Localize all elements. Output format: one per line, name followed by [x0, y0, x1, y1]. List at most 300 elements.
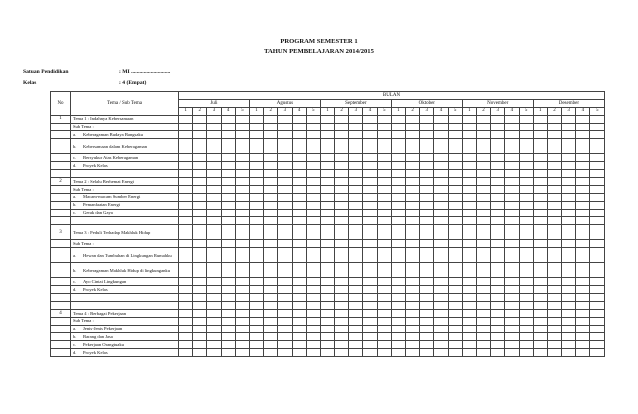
schedule-cell	[292, 201, 306, 209]
week-header: 4	[363, 107, 377, 115]
schedule-cell	[505, 317, 519, 325]
schedule-cell	[278, 123, 292, 131]
class-label: Kelas	[23, 80, 37, 86]
row-number	[51, 325, 71, 333]
item-text: Keberagaman Makhluk Hidup di lingkunganku	[83, 267, 171, 273]
schedule-cell	[576, 333, 590, 341]
schedule-cell	[391, 131, 405, 139]
week-header: 3	[420, 107, 434, 115]
schedule-cell	[462, 263, 476, 278]
table-row	[51, 201, 605, 209]
schedule-cell	[590, 115, 605, 123]
schedule-cell	[519, 193, 533, 201]
schedule-cell	[448, 170, 462, 178]
schedule-cell	[562, 240, 576, 248]
tema-cell	[71, 240, 179, 248]
schedule-cell	[377, 123, 391, 131]
schedule-cell	[562, 349, 576, 357]
schedule-cell	[207, 225, 221, 240]
schedule-cell	[562, 263, 576, 278]
schedule-cell	[179, 178, 193, 186]
schedule-cell	[576, 201, 590, 209]
schedule-cell	[221, 154, 235, 162]
schedule-cell	[349, 309, 363, 317]
schedule-cell	[391, 240, 405, 248]
schedule-cell	[505, 286, 519, 294]
schedule-cell	[249, 115, 263, 123]
item-letter: c.	[73, 342, 77, 348]
schedule-cell	[335, 240, 349, 248]
week-header: 3	[207, 107, 221, 115]
schedule-cell	[590, 185, 605, 193]
schedule-cell	[406, 193, 420, 201]
week-header: 3	[349, 107, 363, 115]
schedule-cell	[533, 317, 547, 325]
schedule-cell	[306, 349, 320, 357]
schedule-cell	[547, 248, 561, 263]
schedule-cell	[434, 170, 448, 178]
schedule-cell	[335, 333, 349, 341]
schedule-cell	[320, 170, 334, 178]
schedule-cell	[590, 301, 605, 309]
schedule-cell	[420, 178, 434, 186]
schedule-cell	[576, 162, 590, 170]
schedule-cell	[377, 325, 391, 333]
schedule-cell	[179, 193, 193, 201]
schedule-cell	[519, 115, 533, 123]
schedule-cell	[193, 333, 207, 341]
schedule-cell	[547, 349, 561, 357]
item-letter: c.	[73, 210, 77, 216]
schedule-cell	[491, 193, 505, 201]
schedule-cell	[462, 217, 476, 225]
schedule-cell	[505, 333, 519, 341]
schedule-cell	[292, 333, 306, 341]
schedule-cell	[420, 341, 434, 349]
schedule-cell	[306, 170, 320, 178]
item-text: Keberagaman Budaya Bangsaku	[83, 132, 143, 138]
schedule-cell	[462, 349, 476, 357]
month-header: Oktober	[391, 99, 462, 107]
schedule-cell	[193, 294, 207, 302]
schedule-cell	[235, 278, 249, 286]
schedule-cell	[264, 217, 278, 225]
schedule-cell	[278, 131, 292, 139]
schedule-cell	[476, 178, 490, 186]
month-header: Desember	[533, 99, 604, 107]
schedule-cell	[292, 301, 306, 309]
tema-cell	[71, 162, 179, 170]
schedule-cell	[406, 139, 420, 154]
week-header: 2	[476, 107, 490, 115]
week-header: 4	[505, 107, 519, 115]
schedule-cell	[491, 325, 505, 333]
schedule-cell	[491, 301, 505, 309]
schedule-cell	[406, 301, 420, 309]
schedule-cell	[335, 301, 349, 309]
schedule-cell	[434, 333, 448, 341]
schedule-cell	[519, 325, 533, 333]
schedule-cell	[377, 301, 391, 309]
schedule-cell	[221, 263, 235, 278]
schedule-cell	[335, 139, 349, 154]
schedule-cell	[264, 162, 278, 170]
schedule-cell	[533, 217, 547, 225]
schedule-cell	[476, 294, 490, 302]
week-header: 5	[519, 107, 533, 115]
item-letter: b.	[73, 143, 77, 149]
schedule-cell	[349, 154, 363, 162]
schedule-cell	[391, 209, 405, 217]
schedule-cell	[491, 131, 505, 139]
schedule-cell	[179, 201, 193, 209]
schedule-cell	[377, 333, 391, 341]
schedule-cell	[320, 154, 334, 162]
schedule-cell	[476, 154, 490, 162]
schedule-cell	[278, 209, 292, 217]
tema-cell	[71, 185, 179, 193]
schedule-cell	[420, 240, 434, 248]
schedule-cell	[221, 217, 235, 225]
week-header: 4	[221, 107, 235, 115]
schedule-cell	[235, 240, 249, 248]
schedule-cell	[278, 341, 292, 349]
schedule-cell	[547, 240, 561, 248]
schedule-cell	[391, 309, 405, 317]
row-number	[51, 170, 71, 178]
table-row	[51, 225, 605, 240]
schedule-cell	[320, 139, 334, 154]
schedule-cell	[505, 278, 519, 286]
schedule-cell	[462, 185, 476, 193]
schedule-cell	[434, 217, 448, 225]
schedule-cell	[235, 325, 249, 333]
item-text: Gerak dan Gaya	[83, 210, 113, 216]
schedule-cell	[235, 139, 249, 154]
schedule-cell	[391, 341, 405, 349]
schedule-cell	[476, 263, 490, 278]
schedule-cell	[420, 217, 434, 225]
schedule-cell	[434, 154, 448, 162]
schedule-cell	[335, 263, 349, 278]
schedule-cell	[476, 286, 490, 294]
schedule-cell	[533, 170, 547, 178]
schedule-cell	[462, 278, 476, 286]
schedule-cell	[349, 325, 363, 333]
schedule-cell	[491, 139, 505, 154]
schedule-cell	[235, 301, 249, 309]
schedule-cell	[391, 333, 405, 341]
schedule-cell	[505, 217, 519, 225]
schedule-cell	[193, 278, 207, 286]
schedule-cell	[278, 301, 292, 309]
schedule-cell	[264, 294, 278, 302]
schedule-cell	[533, 162, 547, 170]
schedule-cell	[292, 170, 306, 178]
schedule-cell	[491, 185, 505, 193]
schedule-cell	[491, 209, 505, 217]
schedule-cell	[306, 240, 320, 248]
schedule-cell	[406, 209, 420, 217]
item-text: Barang dan Jasa	[83, 334, 113, 340]
week-header: 1	[533, 107, 547, 115]
schedule-cell	[377, 309, 391, 317]
schedule-cell	[278, 225, 292, 240]
schedule-cell	[448, 139, 462, 154]
schedule-cell	[292, 341, 306, 349]
schedule-cell	[448, 278, 462, 286]
row-number	[51, 240, 71, 248]
schedule-cell	[547, 139, 561, 154]
tema-cell	[71, 170, 179, 178]
table-row	[51, 162, 605, 170]
schedule-cell	[292, 209, 306, 217]
schedule-cell	[391, 317, 405, 325]
schedule-cell	[462, 240, 476, 248]
item-text: Hewan dan Tumbuhan di Lingkungan Rumahku	[83, 252, 172, 258]
schedule-cell	[491, 201, 505, 209]
schedule-cell	[179, 278, 193, 286]
schedule-cell	[306, 301, 320, 309]
schedule-cell	[547, 209, 561, 217]
schedule-cell	[406, 131, 420, 139]
schedule-cell	[519, 248, 533, 263]
schedule-cell	[533, 349, 547, 357]
table-row	[51, 193, 605, 201]
schedule-cell	[363, 309, 377, 317]
schedule-cell	[363, 178, 377, 186]
schedule-cell	[462, 225, 476, 240]
schedule-cell	[519, 286, 533, 294]
row-number	[51, 349, 71, 357]
class-value: : 4 (Empat)	[119, 80, 147, 86]
row-number	[51, 248, 71, 263]
schedule-cell	[377, 317, 391, 325]
schedule-cell	[235, 154, 249, 162]
schedule-cell	[420, 278, 434, 286]
row-number: 1	[51, 115, 71, 123]
schedule-cell	[221, 341, 235, 349]
schedule-cell	[590, 263, 605, 278]
schedule-cell	[179, 248, 193, 263]
row-number	[51, 131, 71, 139]
schedule-cell	[562, 225, 576, 240]
schedule-cell	[278, 286, 292, 294]
schedule-cell	[349, 240, 363, 248]
schedule-cell	[278, 248, 292, 263]
schedule-cell	[235, 349, 249, 357]
schedule-cell	[533, 115, 547, 123]
schedule-cell	[278, 193, 292, 201]
schedule-cell	[391, 286, 405, 294]
item-letter: a.	[73, 326, 77, 332]
schedule-cell	[179, 209, 193, 217]
schedule-cell	[590, 131, 605, 139]
schedule-cell	[207, 309, 221, 317]
schedule-cell	[193, 341, 207, 349]
schedule-cell	[448, 349, 462, 357]
schedule-cell	[306, 201, 320, 209]
schedule-cell	[505, 263, 519, 278]
schedule-cell	[264, 240, 278, 248]
schedule-cell	[249, 131, 263, 139]
schedule-cell	[377, 278, 391, 286]
schedule-cell	[391, 123, 405, 131]
schedule-cell	[590, 139, 605, 154]
schedule-cell	[448, 115, 462, 123]
schedule-cell	[363, 162, 377, 170]
schedule-cell	[320, 349, 334, 357]
schedule-cell	[292, 139, 306, 154]
schedule-cell	[306, 162, 320, 170]
tema-cell	[71, 317, 179, 325]
week-header: 2	[335, 107, 349, 115]
schedule-cell	[335, 278, 349, 286]
schedule-cell	[249, 317, 263, 325]
schedule-cell	[306, 309, 320, 317]
schedule-cell	[292, 248, 306, 263]
schedule-cell	[391, 349, 405, 357]
tema-cell	[71, 349, 179, 357]
schedule-cell	[476, 139, 490, 154]
schedule-cell	[448, 263, 462, 278]
schedule-cell	[491, 294, 505, 302]
schedule-cell	[278, 263, 292, 278]
schedule-cell	[462, 294, 476, 302]
week-header: 5	[590, 107, 605, 115]
schedule-cell	[448, 325, 462, 333]
schedule-cell	[335, 349, 349, 357]
schedule-cell	[235, 193, 249, 201]
schedule-cell	[519, 178, 533, 186]
schedule-cell	[264, 317, 278, 325]
schedule-cell	[264, 325, 278, 333]
schedule-cell	[278, 162, 292, 170]
schedule-cell	[377, 248, 391, 263]
schedule-cell	[462, 248, 476, 263]
week-header: 3	[491, 107, 505, 115]
schedule-cell	[193, 162, 207, 170]
schedule-cell	[377, 263, 391, 278]
schedule-cell	[278, 115, 292, 123]
schedule-cell	[562, 209, 576, 217]
week-header: 5	[235, 107, 249, 115]
schedule-cell	[505, 131, 519, 139]
schedule-cell	[533, 301, 547, 309]
schedule-cell	[249, 178, 263, 186]
schedule-cell	[179, 139, 193, 154]
schedule-cell	[363, 240, 377, 248]
item-letter: a.	[73, 252, 77, 258]
schedule-cell	[363, 301, 377, 309]
item-text: Sub Tema :	[73, 124, 94, 130]
schedule-cell	[193, 193, 207, 201]
schedule-cell	[533, 225, 547, 240]
schedule-cell	[179, 170, 193, 178]
schedule-cell	[491, 341, 505, 349]
schedule-cell	[193, 131, 207, 139]
schedule-cell	[533, 185, 547, 193]
item-text: Tema 2 : Selalu Berhemat Energi	[73, 178, 134, 184]
schedule-cell	[420, 193, 434, 201]
schedule-cell	[249, 225, 263, 240]
schedule-cell	[391, 301, 405, 309]
schedule-cell	[505, 341, 519, 349]
schedule-cell	[264, 263, 278, 278]
schedule-cell	[420, 317, 434, 325]
schedule-cell	[391, 185, 405, 193]
week-header: 3	[562, 107, 576, 115]
schedule-cell	[476, 201, 490, 209]
schedule-cell	[562, 123, 576, 131]
tema-cell	[71, 209, 179, 217]
schedule-cell	[221, 178, 235, 186]
schedule-cell	[249, 162, 263, 170]
schedule-cell	[349, 123, 363, 131]
schedule-cell	[448, 131, 462, 139]
schedule-cell	[306, 286, 320, 294]
week-header: 3	[278, 107, 292, 115]
schedule-cell	[576, 193, 590, 201]
tema-cell	[71, 248, 179, 263]
schedule-cell	[179, 185, 193, 193]
schedule-cell	[576, 341, 590, 349]
schedule-cell	[533, 123, 547, 131]
schedule-cell	[207, 301, 221, 309]
schedule-cell	[179, 294, 193, 302]
schedule-cell	[420, 115, 434, 123]
schedule-cell	[320, 317, 334, 325]
table-row	[51, 217, 605, 225]
schedule-cell	[335, 193, 349, 201]
schedule-cell	[278, 217, 292, 225]
schedule-cell	[249, 294, 263, 302]
schedule-cell	[207, 185, 221, 193]
schedule-cell	[476, 325, 490, 333]
schedule-cell	[207, 115, 221, 123]
schedule-cell	[292, 193, 306, 201]
schedule-cell	[491, 286, 505, 294]
schedule-cell	[420, 170, 434, 178]
schedule-cell	[547, 317, 561, 325]
item-text: Tema 4 : Berbagai Pekerjaan	[73, 310, 126, 316]
schedule-cell	[562, 193, 576, 201]
schedule-cell	[179, 162, 193, 170]
schedule-cell	[406, 170, 420, 178]
schedule-cell	[207, 217, 221, 225]
schedule-cell	[576, 349, 590, 357]
schedule-cell	[278, 333, 292, 341]
week-header: 2	[406, 107, 420, 115]
week-header: 5	[448, 107, 462, 115]
schedule-cell	[320, 294, 334, 302]
schedule-cell	[207, 123, 221, 131]
schedule-cell	[264, 178, 278, 186]
table-row	[51, 333, 605, 341]
schedule-cell	[590, 225, 605, 240]
schedule-cell	[320, 115, 334, 123]
schedule-cell	[420, 139, 434, 154]
schedule-cell	[179, 309, 193, 317]
tema-cell	[71, 154, 179, 162]
schedule-cell	[235, 178, 249, 186]
week-header: 1	[391, 107, 405, 115]
schedule-cell	[420, 248, 434, 263]
schedule-cell	[278, 170, 292, 178]
schedule-cell	[349, 248, 363, 263]
schedule-cell	[335, 294, 349, 302]
schedule-cell	[406, 217, 420, 225]
